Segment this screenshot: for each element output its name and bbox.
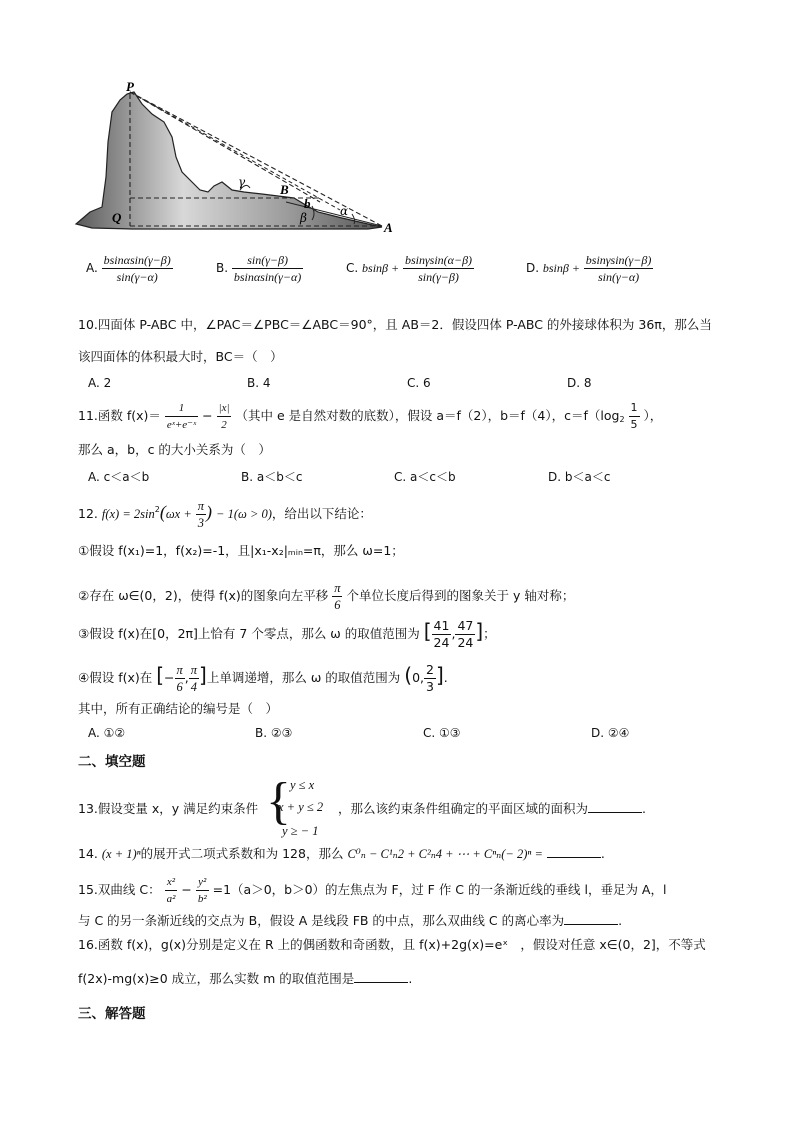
section-heading-fill-in: 二、填空题 [78, 754, 146, 770]
q13-constraint-1: y ≤ x [290, 778, 315, 792]
q12-statement-2: ②存在 ω∈(0，2)，使得 f(x)的图象向左平移 $\frac{\pi}{6}$ 个单位长度后得到的图象关于 y 轴对称； [78, 581, 575, 612]
q14-answer-blank[interactable] [547, 845, 601, 858]
q12-statement-4: ④假设 f(x)在 [− $\frac{\pi}{6}$ , $\frac{\pi}{4}$ ]上单调递增，那么 ω 的取值范围为 (0, $\frac{2}{3}$ ]. [78, 662, 448, 694]
q11-option-C: C. a＜c＜b [394, 470, 456, 484]
q12-statement-1: ①假设 f(x₁)=1，f(x₂)=-1，且|x₁-x₂|ₘᵢₙ=π，那么 ω=1； [78, 543, 404, 558]
q13-pre: 13.假设变量 x，y 满足约束条件 [78, 801, 259, 816]
q11-option-A: A. c＜a＜b [88, 470, 150, 484]
q12-option-B: B. ②③ [255, 726, 293, 740]
q11-option-D: D. b＜a＜c [548, 470, 611, 484]
q13-constraint-2: x + y ≤ 2 [278, 800, 324, 814]
q13-answer-blank[interactable] [588, 800, 642, 813]
mountain-figure [72, 82, 402, 240]
q13-post: ，那么该约束条件组确定的平面区域的面积为 . [338, 801, 646, 816]
q9-option-C: C. bsinβ + $\frac{bsin\gamma\sin(\alpha-\beta)}{\sin(\gamma-\beta)}$ [346, 253, 473, 284]
q14-line: 14. (x + 1)ⁿ的展开式二项式系数和为 128，那么 C⁰ₙ − C¹ₙ2 + C²ₙ4 + ⋯ + Cⁿₙ(− 2)ⁿ = . [78, 846, 605, 861]
q9-option-B: B. $\frac{\sin(\gamma-\beta)}{bsin\alpha\sin(\gamma-\alpha)}$ [216, 253, 302, 284]
q16-line2: f(2x)-mg(x)≥0 成立，那么实数 m 的取值范围是 . [78, 971, 413, 986]
q10-line2: 该四面体的体积最大时，BC＝（ ） [78, 349, 283, 364]
label-A: A [384, 220, 393, 235]
section-heading-solutions: 三、解答题 [78, 1006, 146, 1022]
label-B: B [280, 182, 289, 197]
q12-option-D: D. ②④ [591, 726, 630, 740]
q12-option-C: C. ①③ [423, 726, 461, 740]
label-Q: Q [112, 210, 122, 225]
label-P: P [126, 82, 134, 94]
q16-line1: 16.函数 f(x)，g(x)分别是定义在 R 上的偶函数和奇函数，且 f(x)+2g(x)=eˣ ，假设对任意 x∈(0，2]，不等式 [78, 937, 706, 952]
mountain-shape [76, 92, 382, 229]
q10-option-D: D. 8 [567, 376, 592, 390]
q9-option-A: A. $\frac{bsin\alpha\sin(\gamma-\beta)}{\sin(\gamma-\alpha)}$ [86, 253, 171, 284]
q15-line2: 与 C 的另一条渐近线的交点为 B，假设 A 是线段 FB 的中点，那么双曲线 C 的离心率为 . [78, 913, 623, 928]
q12-option-A: A. ①② [88, 726, 126, 740]
q10-option-B: B. 4 [247, 376, 271, 390]
q15-answer-blank[interactable] [564, 912, 618, 925]
q9-option-D: D. bsinβ + $\frac{bsin\gamma\sin(\gamma-\beta)}{\sin(\gamma-\alpha)}$ [526, 253, 652, 284]
label-beta: β [300, 211, 307, 225]
q16-answer-blank[interactable] [354, 970, 408, 983]
q11-line2: 那么 a，b，c 的大小关系为（ ） [78, 442, 271, 457]
label-alpha: α [340, 204, 349, 218]
q10-line1: 10.四面体 P-ABC 中，∠PAC＝∠PBC＝∠ABC＝90°，且 AB＝2．假设四体 P-ABC 的外接球体积为 36π，那么当 [78, 317, 712, 332]
q11-option-B: B. a＜b＜c [241, 470, 303, 484]
q15-line1: 15.双曲线 C： $\frac{\text{x²}}{\text{a²}}$ − $\frac{\text{y²}}{\text{b²}}$ =1（a＞0，b＞0）的左焦点为 F，过 F 作 C 的一条渐近线的垂线 l，垂足为 A，l [78, 876, 667, 905]
q12-stem: 12. $f(x) = 2\sin^2(\omega x$ + $\frac{\pi}{3}$ ) − 1(ω > 0)，给出以下结论： [78, 499, 372, 530]
label-gamma: γ [238, 175, 246, 189]
q13-brace: { [266, 773, 291, 830]
label-b: b [304, 196, 311, 211]
q12-statement-3: ③假设 f(x)在[0，2π]上恰有 7 个零点，那么 ω 的取值范围为 [ $\frac{41}{24}$ , $\frac{47}{24}$ ]； [78, 618, 496, 650]
q13-constraint-3: y ≥ − 1 [282, 824, 319, 838]
q12-ask: 其中，所有正确结论的编号是（ ） [78, 701, 279, 716]
q10-option-C: C. 6 [407, 376, 431, 390]
q11-line1: 11.函数 f(x)＝ $\frac{1}{\text{eˣ+e⁻ˣ}}$ − $\frac{|x|}{2}$ （其中 e 是自然对数的底数），假设 a＝f（2），b＝f（4），$c=f(\log_2$ $\frac{1}{5}$ ）， [78, 401, 663, 431]
q10-option-A: A. 2 [88, 376, 112, 390]
